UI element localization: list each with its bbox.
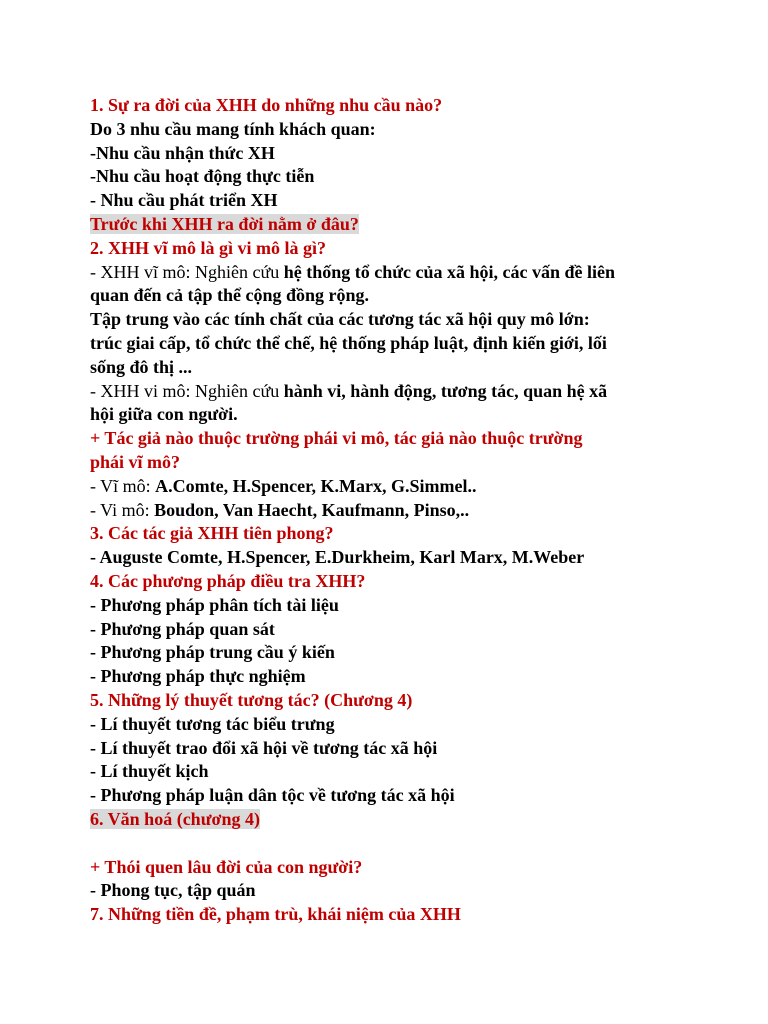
micro-authors: - Vi mô: Boudon, Van Haecht, Kaufmann, Pinso,.. [90,499,470,520]
question-3-heading: 3. Các tác giả XHH tiên phong? [90,523,334,544]
question-1-intro: Do 3 nhu cầu mang tính khách quan: [90,118,376,139]
macro-definition-cont: quan đến cả tập thể cộng đồng rộng. [90,285,370,306]
question-3-answer: - Auguste Comte, H.Spencer, E.Durkheim, Karl Marx, M.Weber [90,547,585,568]
question-6-heading: 6. Văn hoá (chương 4) [90,808,260,829]
question-6-subquestion: + Thói quen lâu đời của con người? [90,856,363,877]
question-7-heading: 7. Những tiền đề, phạm trù, khái niệm của XHH [90,904,461,925]
list-item: - Nhu cầu phát triển XH [90,190,278,211]
question-5-heading: 5. Những lý thuyết tương tác? (Chương 4) [90,689,413,710]
notes-body [90,94,690,927]
list-item: -Nhu cầu hoạt động thực tiễn [90,166,315,187]
question-2-heading: 2. XHH vĩ mô là gì vi mô là gì? [90,237,326,258]
sub-question-cont: phái vĩ mô? [90,451,181,472]
macro-focus-line: trúc giai cấp, tổ chức thể chế, hệ thống pháp luật, định kiến giới, lối [90,332,607,353]
macro-focus-line: sống đô thị ... [90,356,193,377]
question-6-answer: - Phong tục, tập quán [90,880,256,901]
list-item: -Nhu cầu nhận thức XH [90,142,275,163]
macro-authors: - Vĩ mô: A.Comte, H.Spencer, K.Marx, G.Simmel.. [90,475,477,496]
micro-definition: - XHH vi mô: Nghiên cứu hành vi, hành động, tương tác, quan hệ xã [90,380,608,401]
list-item: - Lí thuyết tương tác biểu trưng [90,713,335,734]
macro-focus-line: Tập trung vào các tính chất của các tương tác xã hội quy mô lớn: [90,309,590,330]
blank-line [90,832,690,856]
question-1-followup: Trước khi XHH ra đời nằm ở đâu? [90,213,359,234]
list-item: - Phương pháp quan sát [90,618,275,639]
list-item: - Lí thuyết trao đổi xã hội về tương tác xã hội [90,737,438,758]
question-1-heading: 1. Sự ra đời của XHH do những nhu cầu nào? [90,95,443,115]
sub-question: + Tác giả nào thuộc trường phái vi mô, tác giả nào thuộc trường [90,428,583,449]
list-item: - Phương pháp trung cầu ý kiến [90,642,335,663]
list-item: - Phương pháp luận dân tộc về tương tác xã hội [90,785,455,806]
question-4-heading: 4. Các phương pháp điều tra XHH? [90,570,366,591]
macro-definition: - XHH vĩ mô: Nghiên cứu hệ thống tổ chức của xã hội, các vấn đề liên [90,261,616,282]
list-item: - Lí thuyết kịch [90,761,209,782]
list-item: - Phương pháp phân tích tài liệu [90,594,339,615]
list-item: - Phương pháp thực nghiệm [90,666,306,687]
micro-definition-cont: hội giữa con người. [90,404,238,425]
